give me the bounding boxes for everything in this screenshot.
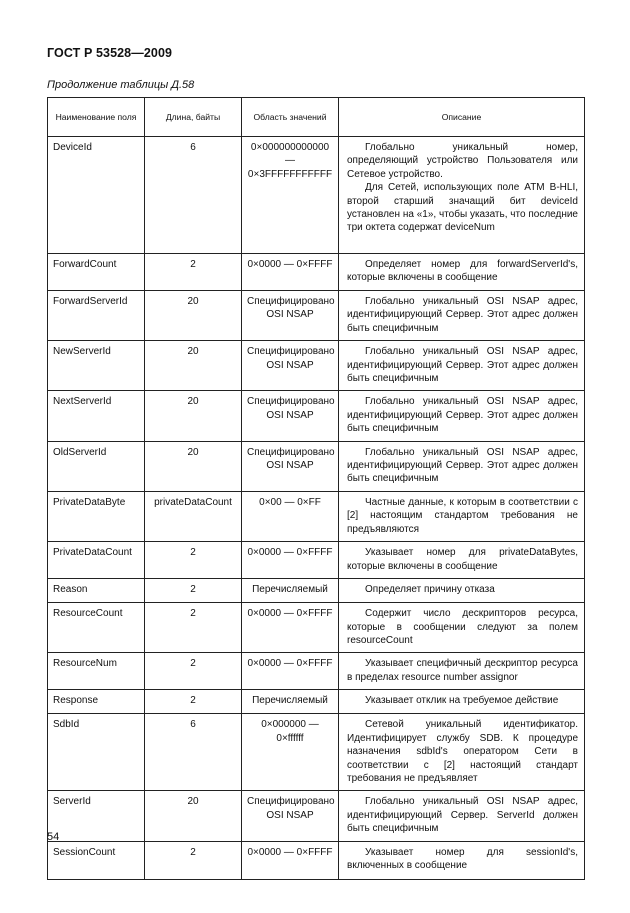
table-row [48, 841, 585, 879]
description-paragraph: Указывает номер для sessionId's, включенных в сообщение [347, 846, 578, 871]
field-range-cell: 0×00 — 0×FF [242, 491, 339, 541]
data-table [47, 97, 585, 880]
field-range-cell: 0×000000000000 — 0×3FFFFFFFFFFF [242, 137, 339, 254]
field-range-cell: 0×0000 — 0×FFFF [242, 653, 339, 690]
field-name-cell: Reason [48, 579, 145, 603]
table-row [48, 137, 585, 254]
table-row [48, 714, 585, 791]
field-description-cell [339, 137, 585, 254]
field-length-cell: 6 [145, 714, 242, 791]
field-range-cell: 0×000000 — 0×ffffff [242, 714, 339, 791]
field-range-cell: Специфицировано OSI NSAP [242, 341, 339, 391]
field-name-cell: OldServerId [48, 441, 145, 491]
field-range-cell: 0×0000 — 0×FFFF [242, 542, 339, 579]
description-paragraph: Сетевой уникальный идентификатор. Идентифицирует службу SDB. К процедуре назначения sdbId's оператором Сети в соответствии с [2] настоящий стандарт требования не предъявляет [347, 719, 578, 784]
field-description-cell [339, 391, 585, 441]
field-description-cell [339, 653, 585, 690]
field-description-cell [339, 690, 585, 714]
table-row [48, 542, 585, 579]
table-caption: Продолжение таблицы Д.58 [47, 79, 195, 91]
field-description-cell [339, 291, 585, 341]
description-paragraph: Содержит число дескрипторов ресурса, которые в сообщении следуют за полем resourceCount [347, 608, 578, 646]
field-range-cell: Специфицировано OSI NSAP [242, 291, 339, 341]
table-body [48, 137, 585, 880]
description-paragraph: Определяет номер для forwardServerId's, которые включены в сообщение [347, 259, 578, 284]
table-row [48, 341, 585, 391]
field-length-cell: 20 [145, 791, 242, 841]
description-paragraph: Указывает специфичный дескриптор ресурса в пределах resource number assignor [347, 658, 578, 683]
field-length-cell: 20 [145, 291, 242, 341]
description-paragraph: Глобально уникальный OSI NSAP адрес, идентифицирующий Сервер. Этот адрес должен быть специфичным [347, 396, 578, 435]
field-range-cell: Специфицировано OSI NSAP [242, 441, 339, 491]
column-header-name: Наименование поля [48, 98, 145, 137]
table-row [48, 791, 585, 841]
table-row [48, 653, 585, 690]
document-header: ГОСТ Р 53528—2009 [47, 46, 173, 60]
field-length-cell: 2 [145, 653, 242, 690]
description-paragraph: Указывает отклик на требуемое действие [365, 695, 559, 707]
table-row [48, 690, 585, 714]
field-length-cell: 20 [145, 441, 242, 491]
field-range-cell: 0×0000 — 0×FFFF [242, 841, 339, 879]
field-length-cell: 20 [145, 391, 242, 441]
description-paragraph: Для Сетей, использующих поле ATM B-HLI, второй старший значащий бит deviceId установлен на «1», чтобы указать, что последние три октета содержат deviceNum [347, 182, 578, 234]
description-paragraph: Глобально уникальный номер, определяющий устройство Пользователя или Сетевое устройство. [347, 142, 578, 180]
field-length-cell: privateDataCount [145, 491, 242, 541]
description-paragraph: Глобально уникальный OSI NSAP адрес, идентифицирующий Сервер. Этот адрес должен быть специфичным [347, 346, 578, 385]
column-header-range: Область значений [242, 98, 339, 137]
field-range-cell: Перечисляемый [242, 690, 339, 714]
table-header-row [48, 98, 585, 137]
table-row [48, 254, 585, 291]
field-length-cell: 2 [145, 603, 242, 653]
field-name-cell: PrivateDataCount [48, 542, 145, 579]
field-description-cell [339, 579, 585, 603]
description-paragraph: Глобально уникальный OSI NSAP адрес, идентифицирующий Сервер. Этот адрес должен быть специфичным [347, 296, 578, 334]
description-paragraph: Указывает номер для privateDataBytes, которые включены в сообщение [347, 547, 578, 572]
table-row [48, 579, 585, 603]
field-description-cell [339, 542, 585, 579]
field-name-cell: ResourceCount [48, 603, 145, 653]
field-name-cell: PrivateDataByte [48, 491, 145, 541]
field-name-cell: ServerId [48, 791, 145, 841]
column-header-description: Описание [339, 98, 585, 137]
field-name-cell: NewServerId [48, 341, 145, 391]
description-paragraph: Определяет причину отказа [365, 584, 495, 596]
field-length-cell: 2 [145, 542, 242, 579]
table-row [48, 441, 585, 491]
field-name-cell: DeviceId [48, 137, 145, 254]
field-name-cell: SdbId [48, 714, 145, 791]
field-description-cell [339, 254, 585, 291]
field-range-cell: Перечисляемый [242, 579, 339, 603]
field-name-cell: ForwardServerId [48, 291, 145, 341]
field-name-cell: ResourceNum [48, 653, 145, 690]
field-length-cell: 6 [145, 137, 242, 254]
field-range-cell: Специфицировано OSI NSAP [242, 791, 339, 841]
field-length-cell: 2 [145, 690, 242, 714]
field-range-cell: 0×0000 — 0×FFFF [242, 254, 339, 291]
field-description-cell [339, 341, 585, 391]
field-length-cell: 20 [145, 341, 242, 391]
table-row [48, 491, 585, 541]
field-description-cell [339, 491, 585, 541]
field-length-cell: 2 [145, 841, 242, 879]
field-range-cell: 0×0000 — 0×FFFF [242, 603, 339, 653]
page-number: 54 [47, 831, 60, 843]
field-name-cell: NextServerId [48, 391, 145, 441]
table-row [48, 291, 585, 341]
description-paragraph: Глобально уникальный OSI NSAP адрес, идентифицирующий Сервер. Этот адрес должен быть специфичным [347, 446, 578, 485]
field-range-cell: Специфицировано OSI NSAP [242, 391, 339, 441]
table-row [48, 603, 585, 653]
column-header-length: Длина, байты [145, 98, 242, 137]
field-description-cell [339, 714, 585, 791]
field-length-cell: 2 [145, 254, 242, 291]
field-length-cell: 2 [145, 579, 242, 603]
description-paragraph: Частные данные, к которым в соответствии с [2] настоящим стандартом требования не предъявляются [347, 496, 578, 535]
field-description-cell [339, 841, 585, 879]
field-name-cell: SessionCount [48, 841, 145, 879]
table-row [48, 391, 585, 441]
field-name-cell: ForwardCount [48, 254, 145, 291]
field-description-cell [339, 791, 585, 841]
field-description-cell [339, 603, 585, 653]
field-name-cell: Response [48, 690, 145, 714]
field-description-cell [339, 441, 585, 491]
description-paragraph: Глобально уникальный OSI NSAP адрес, идентифицирующий Сервер. ServerId должен быть специфичным [347, 796, 578, 835]
